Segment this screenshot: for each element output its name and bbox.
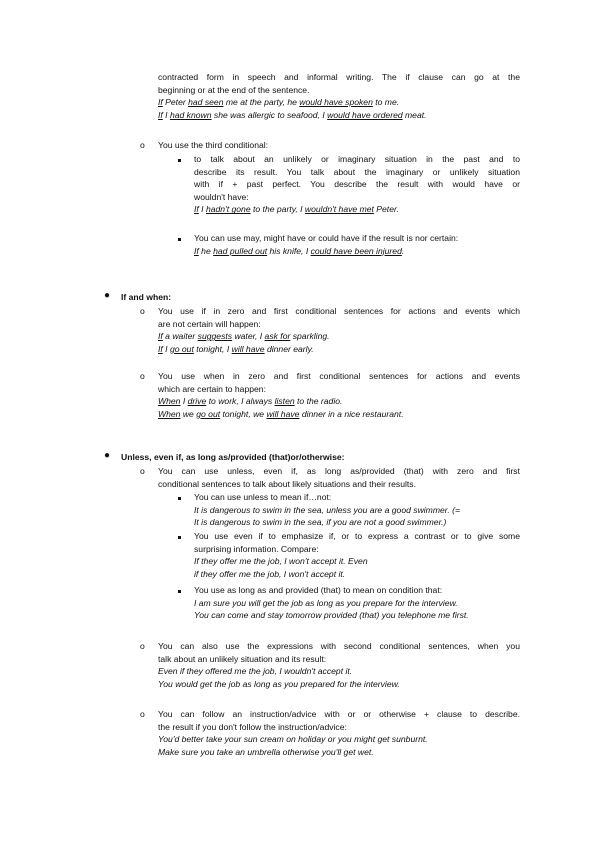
- circle-bullet-icon: o: [140, 306, 145, 316]
- section-heading-if-when: If and when:: [121, 292, 172, 302]
- paragraph-line: You can use unless to mean if…not:: [194, 492, 332, 502]
- paragraph-line: You use if in zero and first conditional sentences for actions and events which: [158, 306, 520, 316]
- unless-intro-block: [158, 465, 520, 490]
- example-sentence: Even if they offered me the job, I wouldn't accept it.: [158, 666, 353, 677]
- unless-subitem-2: [194, 530, 520, 580]
- example-sentence: When I drive to work, I always listen to the radio.: [158, 396, 343, 407]
- paragraph-line: You can also use the expressions with second conditional sentences, when you: [158, 641, 520, 651]
- continuation-paragraph: [158, 71, 520, 121]
- section-heading-unless: Unless, even if, as long as/provided (that)or/otherwise:: [121, 452, 345, 462]
- paragraph-line: which are certain to happen:: [158, 383, 266, 394]
- square-bullet-icon: [178, 238, 181, 241]
- paragraph-line: You can follow an instruction/advice with or or otherwise + clause to describe.: [158, 709, 520, 719]
- circle-bullet-icon: o: [140, 371, 145, 381]
- example-sentence: If Peter had seen me at the party, he would have spoken to me.: [158, 97, 400, 108]
- unless-subitem-3: [194, 584, 520, 622]
- paragraph-line: wouldn't have:: [194, 191, 249, 202]
- example-sentence: You can come and stay tomorrow provided (that) you telephone me first.: [194, 610, 469, 621]
- square-bullet-icon: [178, 590, 181, 593]
- paragraph-line: with if + past perfect. You describe the result with would have or: [194, 179, 520, 190]
- third-conditional-item-1: [194, 153, 520, 216]
- paragraph-line: You use even if to emphasize if, or to express a contrast or to give some: [194, 531, 520, 541]
- paragraph-line: talk about an unlikely situation and its result:: [158, 653, 327, 664]
- second-conditional-block: [158, 640, 520, 690]
- example-sentence: You would get the job as long as you prepared for the interview.: [158, 678, 400, 689]
- circle-bullet-icon: o: [140, 641, 145, 651]
- example-sentence: If I go out tonight, I will have dinner early.: [158, 343, 314, 354]
- square-bullet-icon: [178, 159, 181, 162]
- disc-bullet-icon: ●: [104, 290, 111, 301]
- unless-subitem-1: [194, 491, 520, 529]
- example-sentence: It is dangerous to swim in the sea, unless you are a good swimmer. (=: [194, 504, 460, 515]
- example-sentence: If they offer me the job, I won't accept it. Even: [194, 556, 368, 567]
- paragraph-line: beginning or at the end of the sentence.: [158, 84, 310, 95]
- paragraph-line: are not certain will happen:: [158, 318, 261, 329]
- paragraph-line: surprising information. Compare:: [194, 543, 319, 554]
- example-sentence: It is dangerous to swim in the sea, if you are not a good swimmer.): [194, 517, 447, 528]
- example-sentence: You'd better take your sun cream on holiday or you might get sunburnt.: [158, 734, 428, 745]
- instruction-advice-block: [158, 708, 520, 758]
- paragraph-line: You use when in zero and first conditional sentences for actions and events: [158, 371, 520, 381]
- example-sentence: If I hadn't gone to the party, I wouldn't have met Peter.: [194, 204, 399, 215]
- paragraph-line: to talk about an unlikely or imaginary situation in the past and to: [194, 154, 520, 164]
- paragraph-line: the result if you don't follow the instruction/advice:: [158, 721, 347, 732]
- when-usage-block: [158, 370, 520, 420]
- paragraph-line: contracted form in speech and informal writing. The if clause can go at the: [158, 72, 520, 82]
- paragraph-line: You use as long as and provided (that) to mean on condition that:: [194, 585, 443, 595]
- example-sentence: When we go out tonight, we will have dinner in a nice restaurant.: [158, 408, 404, 419]
- square-bullet-icon: [178, 536, 181, 539]
- paragraph-line: You can use unless, even if, as long as/provided (that) with zero and first: [158, 466, 520, 476]
- paragraph-line: describe its result. You talk about the imaginary or unlikely situation: [194, 166, 520, 177]
- paragraph-line: You can use may, might have or could have if the result is nor certain:: [194, 233, 459, 243]
- paragraph-line: conditional sentences to talk about likely situations and their results.: [158, 478, 416, 489]
- disc-bullet-icon: ●: [104, 450, 111, 461]
- circle-bullet-icon: o: [140, 140, 145, 150]
- example-sentence: If a waiter suggests water, I ask for sparkling.: [158, 331, 330, 342]
- third-conditional-item-2: [194, 232, 520, 257]
- example-sentence: If he had pulled out his knife, I could have been injured.: [194, 245, 405, 256]
- example-sentence: If I had known she was allergic to seafood, I would have ordered meat.: [158, 109, 427, 120]
- third-conditional-intro: You use the third conditional:: [158, 140, 269, 150]
- circle-bullet-icon: o: [140, 466, 145, 476]
- square-bullet-icon: [178, 497, 181, 500]
- example-sentence: Make sure you take an umbrella otherwise you'll get wet.: [158, 746, 374, 757]
- circle-bullet-icon: o: [140, 709, 145, 719]
- example-sentence: if they offer me the job, I won't accept it.: [194, 568, 346, 579]
- example-sentence: I am sure you will get the job as long as you prepare for the interview.: [194, 597, 458, 608]
- if-usage-block: [158, 305, 520, 355]
